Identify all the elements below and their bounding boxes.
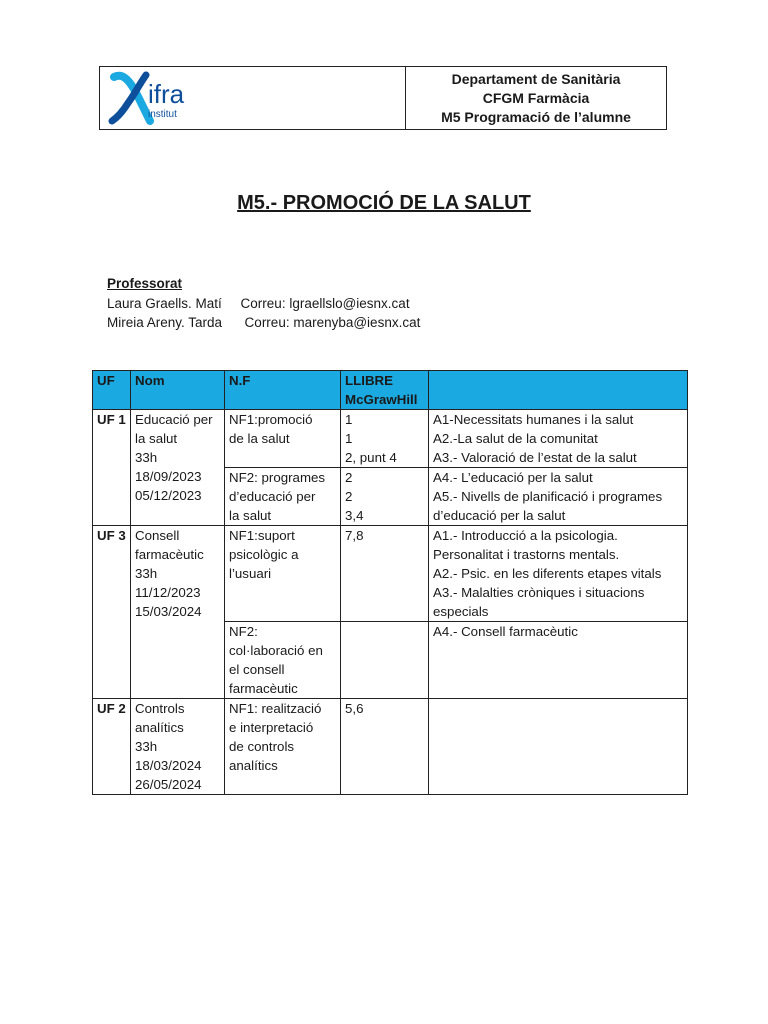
cell-line: de controls [229, 739, 295, 754]
cell-line: 18/09/2023 [135, 469, 202, 484]
cell-line: Educació per [135, 412, 213, 427]
cell-line: A2.- Psic. en les diferents etapes vitals [433, 566, 662, 581]
cell-line: 2 [345, 470, 353, 485]
cell-line: 15/03/2024 [135, 604, 202, 619]
table-row [93, 526, 688, 622]
department-name: Departament de Sanitària [451, 70, 621, 87]
staff-row: Laura Graells. Matí Correu: lgraellslo@iesnx.cat [107, 295, 410, 311]
xifra-logo [108, 69, 198, 127]
cell-line: NF1:promoció [229, 412, 313, 427]
cell-line: A1-Necessitats humanes i la salut [433, 412, 634, 427]
svg-text:institut: institut [148, 109, 177, 120]
uf-cell: UF 3 [93, 526, 131, 699]
header-activities [429, 371, 688, 410]
cell-line: 33h [135, 450, 158, 465]
cell-line: psicològic a [229, 547, 299, 562]
llibre-cell [341, 468, 429, 526]
nf-cell [225, 468, 341, 526]
cell-line: 2 [345, 489, 353, 504]
cell-line: A5.- Nivells de planificació i programes [433, 489, 663, 504]
cell-line: de la salut [229, 431, 290, 446]
header-nf: N.F [225, 371, 341, 410]
nom-cell [131, 526, 225, 699]
department-info [406, 67, 666, 129]
cell-line: especials [433, 604, 489, 619]
cell-line: Consell [135, 528, 180, 543]
activities-cell [429, 622, 688, 699]
llibre-cell [341, 526, 429, 622]
cell-line: farmacèutic [229, 681, 298, 696]
cell-line: Controls [135, 701, 185, 716]
cell-line: analítics [229, 758, 278, 773]
cell-line: 1 [345, 412, 353, 427]
cell-line: l’usuari [229, 566, 272, 581]
nf-cell [225, 410, 341, 468]
header-uf: UF [93, 371, 131, 410]
cell-line: A3.- Valoració de l’estat de la salut [433, 450, 637, 465]
course-name: CFGM Farmàcia [482, 89, 590, 106]
cell-line: NF2: [229, 624, 258, 639]
cell-line: 18/03/2024 [135, 758, 202, 773]
header-llibre: LLIBRE McGrawHill [341, 371, 429, 410]
cell-line: el consell [229, 662, 285, 677]
cell-line: 33h [135, 566, 158, 581]
nf-cell [225, 622, 341, 699]
nf-cell [225, 699, 341, 795]
programme-table [92, 370, 688, 795]
llibre-cell [341, 699, 429, 795]
cell-line: NF1:suport [229, 528, 295, 543]
svg-text:ifra: ifra [148, 79, 185, 109]
cell-line: 33h [135, 739, 158, 754]
table-row [93, 699, 688, 795]
staff-heading: Professorat [107, 276, 183, 291]
activities-cell [429, 526, 688, 622]
llibre-cell [341, 622, 429, 699]
staff-section [107, 274, 420, 333]
table-row [93, 410, 688, 468]
staff-row: Mireia Areny. Tarda Correu: marenyba@iesnx.cat [107, 315, 421, 330]
page-title: M5.- PROMOCIÓ DE LA SALUT [237, 192, 531, 214]
cell-line: col·laboració en [229, 643, 323, 658]
nom-cell [131, 410, 225, 526]
logo-cell [100, 67, 406, 129]
cell-line: d’educació per la salut [433, 508, 566, 523]
cell-line: Personalitat i trastorns mentals. [433, 547, 620, 562]
cell-line: e interpretació [229, 720, 314, 735]
uf-cell: UF 2 [93, 699, 131, 795]
activities-cell [429, 410, 688, 468]
cell-line: 5,6 [345, 701, 364, 716]
cell-line: 05/12/2023 [135, 488, 202, 503]
cell-line: d’educació per [229, 489, 316, 504]
cell-line: la salut [135, 431, 178, 446]
llibre-cell [341, 410, 429, 468]
cell-line: A3.- Malalties cròniques i situacions [433, 585, 645, 600]
document-header [99, 66, 667, 130]
uf-cell: UF 1 [93, 410, 131, 526]
cell-line: A4.- L’educació per la salut [433, 470, 593, 485]
cell-line: farmacèutic [135, 547, 204, 562]
nom-cell [131, 699, 225, 795]
cell-line: 3,4 [345, 508, 364, 523]
activities-cell [429, 699, 688, 795]
nf-cell [225, 526, 341, 622]
cell-line: la salut [229, 508, 272, 523]
cell-line: 26/05/2024 [135, 777, 202, 792]
header-nom: Nom [131, 371, 225, 410]
cell-line: 2, punt 4 [345, 450, 397, 465]
cell-line: NF1: realització [229, 701, 322, 716]
cell-line: A1.- Introducció a la psicologia. [433, 528, 618, 543]
cell-line: A2.-La salut de la comunitat [433, 431, 598, 446]
cell-line: 7,8 [345, 528, 364, 543]
document-name: M5 Programació de l’alumne [441, 108, 631, 125]
cell-line: NF2: programes [229, 470, 326, 485]
cell-line: 1 [345, 431, 353, 446]
cell-line: analítics [135, 720, 184, 735]
activities-cell [429, 468, 688, 526]
cell-line: A4.- Consell farmacèutic [433, 624, 578, 639]
table-header-row [93, 371, 688, 410]
cell-line: 11/12/2023 [135, 585, 201, 600]
